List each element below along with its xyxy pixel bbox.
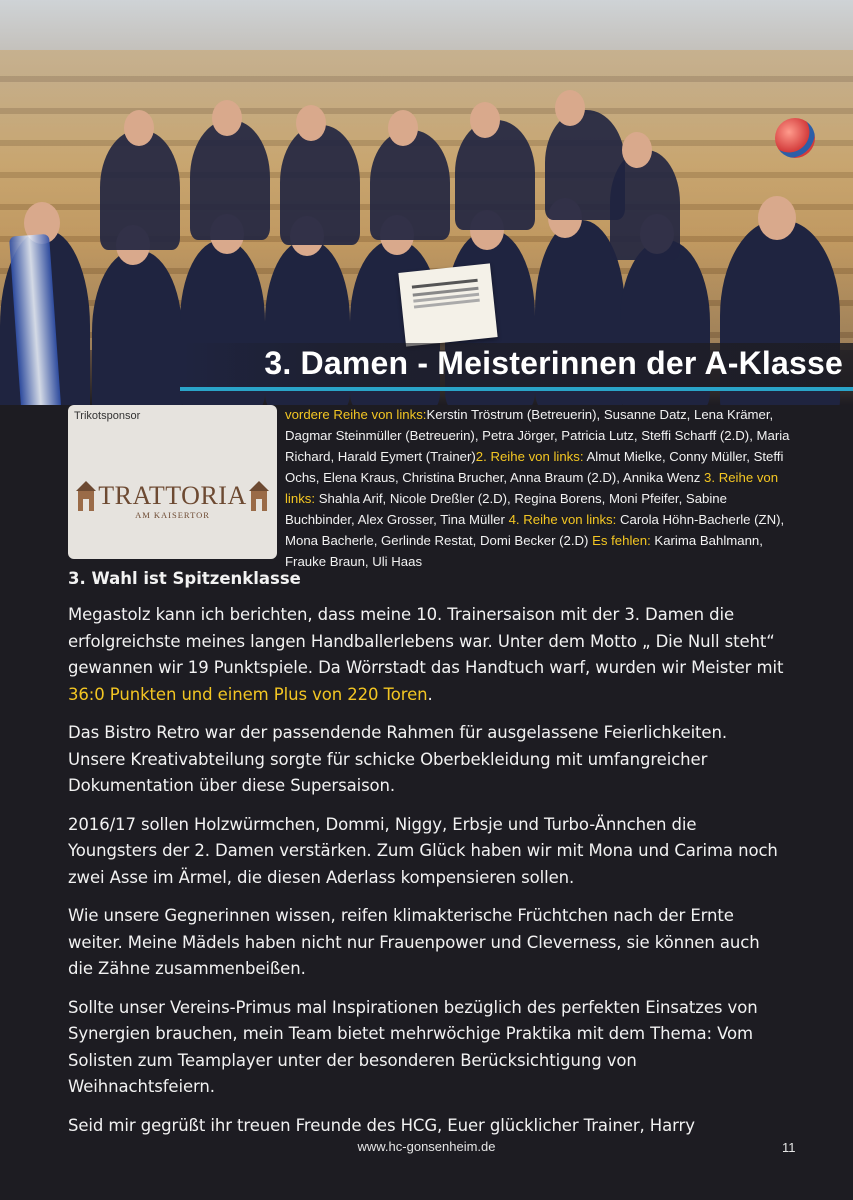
paragraph-2: Das Bistro Retro war der passendende Rahmen für ausgelassene Feierlichkeiten. Unsere Kreativabteilung sorgte für schicke Oberbekleidung mit umfangreicher Dokumentation über diese Supersaison. — [68, 723, 727, 795]
photo-caption — [285, 404, 800, 572]
caption-row3-label: 3. Reihe von links: — [285, 470, 779, 506]
paragraph-1-highlight: 36:0 Punkten und einem Plus von 220 Toren — [68, 684, 428, 704]
footer-url[interactable]: www.hc-gonsenheim.de — [357, 1139, 496, 1154]
handball — [775, 118, 815, 158]
caption-row2-label: 2. Reihe von links: — [475, 449, 584, 464]
caption-row1-label: vordere Reihe von links: — [285, 407, 427, 422]
caption-missing-label: Es fehlen: — [592, 533, 651, 548]
paragraph-3: 2016/17 sollen Holzwürmchen, Dommi, Niggy, Erbsje und Turbo-Ännchen die Youngsters der 2. Damen verstärken. Zum Glück haben wir mit Mona und Carima noch zwei Asse im Ärmel, die diesen Aderlass kompensieren sollen. — [68, 814, 778, 887]
sponsor-logo-sub: AM KAISERTOR — [135, 510, 210, 520]
article-heading: 3. Wahl ist Spitzenklasse — [68, 569, 301, 588]
paragraph-4: Wie unsere Gegnerinnen wissen, reifen klimakterische Früchtchen nach der Ernte weiter. Meine Mädels haben nicht nur Frauenpower und Cleverness, sie können auch die Zähne zusammenbeißen. — [68, 906, 760, 978]
caption-row4-names: Carola Höhn-Bacherle (ZN), Mona Bacherle, Gerlinde Restat, Domi Becker (2.D) — [285, 512, 785, 548]
paragraph-1-text: Megastolz kann ich berichten, dass meine 10. Trainersaison mit der 3. Damen die erfolgreichste meines langen Handballerlebens war. Unter dem Motto „ Die Null steht“ gewannen wir 19 Punktspiele. Da Wörrstadt das Handtuch warf, wurden wir Meister mit — [68, 605, 784, 677]
paragraph-1-end: . — [427, 684, 433, 704]
article — [68, 568, 788, 1151]
sponsor-label: Trikotsponsor — [74, 410, 141, 422]
caption-row2-names: Almut Mielke, Conny Müller, Steffi Ochs, Elena Kraus, Christina Brucher, Anna Braum (2.D), Annika Wenz — [285, 449, 784, 485]
headline-banner — [180, 343, 853, 391]
caption-row4-label: 4. Reihe von links: — [508, 512, 617, 527]
paragraph-1 — [68, 602, 788, 708]
page-number: 11 — [782, 1140, 796, 1155]
sponsor-logo — [76, 477, 269, 523]
caption-row1-names: Kerstin Tröstrum (Betreuerin), Susanne Datz, Lena Krämer, Dagmar Steinmüller (Betreuerin), Petra Jörger, Patricia Lutz, Steffi Scharff (2.D), Maria Richard, Harald Eymert (Trainer) — [285, 407, 790, 464]
sponsor-logo-name: TRATTORIA — [98, 481, 247, 510]
sponsor-box — [68, 405, 277, 559]
page-title: 3. Damen - Meisterinnen der A-Klasse — [264, 345, 843, 381]
building-icon — [249, 481, 269, 511]
caption-missing-names: Karima Bahlmann, Frauke Braun, Uli Haas — [285, 533, 763, 569]
caption-row3-names: Shahla Arif, Nicole Dreßler (2.D), Regina Borens, Moni Pfeifer, Sabine Buchbinder, Alex Grosser, Tina Müller — [285, 491, 727, 527]
certificate — [398, 263, 497, 346]
paragraph-6: Seid mir gegrüßt ihr treuen Freunde des HCG, Euer glücklicher Trainer, Harry — [68, 1115, 695, 1135]
paragraph-5: Sollte unser Vereins-Primus mal Inspirationen bezüglich des perfekten Einsatzes von Synergien brauchen, mein Team bietet mehrwöchige Praktika mit dem Thema: Vom Solisten zum Teamplayer unter der besonderen Berücksichtigung von Weihnachtsfeiern. — [68, 997, 758, 1096]
